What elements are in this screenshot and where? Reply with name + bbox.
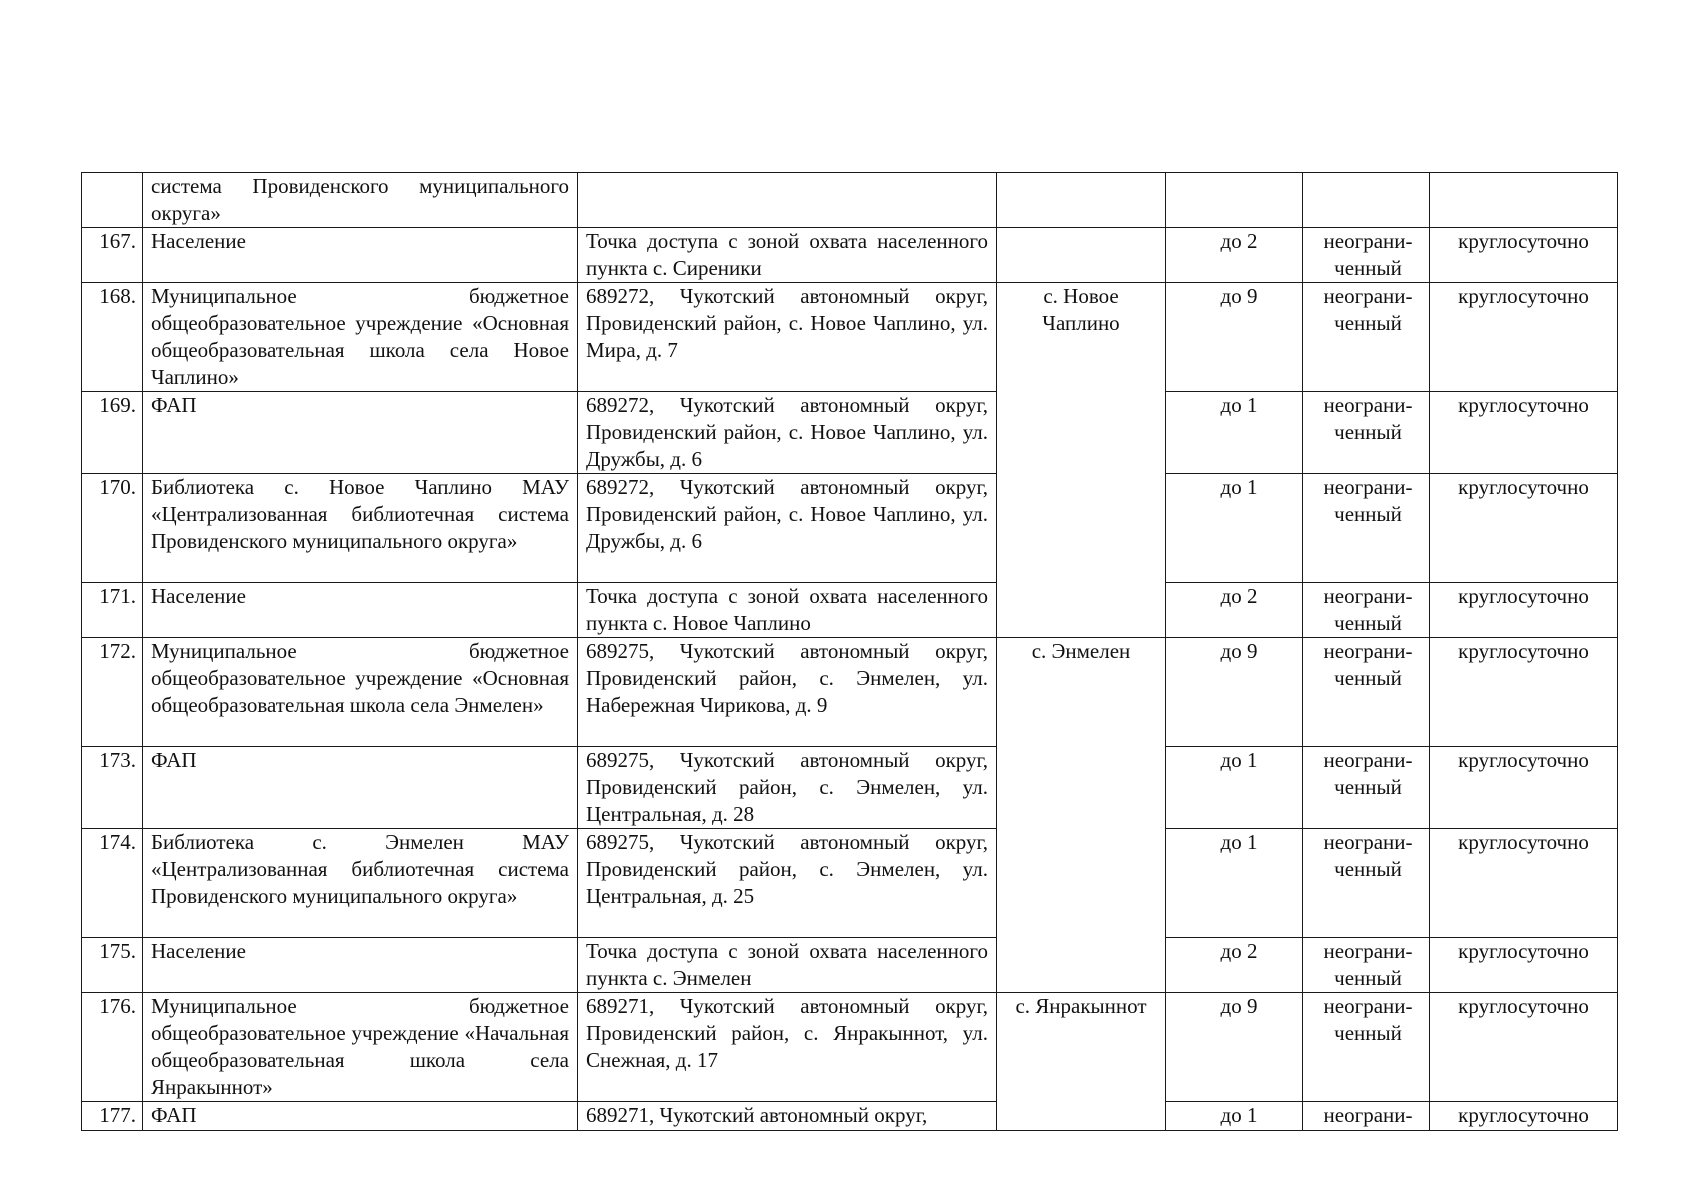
capacity-cell: до 1 [1166, 747, 1303, 829]
row-number-cell: 170. [82, 474, 143, 583]
table-row [82, 583, 1618, 638]
address-cell [578, 173, 997, 228]
hours-cell: круглосуточно [1430, 1102, 1618, 1131]
row-number-cell: 174. [82, 829, 143, 938]
address-cell: 689271, Чукотский автономный округ, [578, 1102, 997, 1131]
row-number-cell: 175. [82, 938, 143, 993]
locality-cell [997, 173, 1166, 228]
hours-cell: круглосуточно [1430, 747, 1618, 829]
access-mode-cell: неограни-ченный [1303, 829, 1430, 938]
table-row [82, 1102, 1618, 1131]
capacity-cell: до 2 [1166, 938, 1303, 993]
row-number-cell: 176. [82, 993, 143, 1102]
access-mode-cell: неограни-ченный [1303, 228, 1430, 283]
hours-cell: круглосуточно [1430, 228, 1618, 283]
address-cell: 689272, Чукотский автономный округ, Провиденский район, с. Новое Чаплино, ул. Дружбы, д. 6 [578, 392, 997, 474]
row-number-cell: 167. [82, 228, 143, 283]
hours-cell: круглосуточно [1430, 993, 1618, 1102]
institution-name-cell: Население [143, 583, 578, 638]
hours-cell: круглосуточно [1430, 392, 1618, 474]
address-cell: 689275, Чукотский автономный округ, Провиденский район, с. Энмелен, ул. Центральная, д. 25 [578, 829, 997, 938]
table-row [82, 993, 1618, 1102]
row-number-cell: 171. [82, 583, 143, 638]
hours-cell: круглосуточно [1430, 283, 1618, 392]
access-mode-cell: неограни-ченный [1303, 993, 1430, 1102]
institution-name-cell: ФАП [143, 1102, 578, 1131]
institution-name-cell: ФАП [143, 747, 578, 829]
institution-name-cell: Муниципальное бюджетное общеобразовательное учреждение «Начальная общеобразовательная школа села Янракыннот» [143, 993, 578, 1102]
institution-name-cell: Библиотека с. Энмелен МАУ «Централизованная библиотечная система Провиденского муниципального округа» [143, 829, 578, 938]
row-number-cell: 169. [82, 392, 143, 474]
row-number-cell: 172. [82, 638, 143, 747]
locality-cell: с. Энмелен [997, 638, 1166, 993]
locality-cell: с. Новое Чаплино [997, 283, 1166, 638]
access-mode-cell [1303, 173, 1430, 228]
row-number-cell: 173. [82, 747, 143, 829]
locations-table [81, 172, 1618, 1131]
capacity-cell: до 9 [1166, 638, 1303, 747]
capacity-cell: до 1 [1166, 829, 1303, 938]
table-row-continuation [82, 173, 1618, 228]
address-cell: 689275, Чукотский автономный округ, Провиденский район, с. Энмелен, ул. Набережная Чирикова, д. 9 [578, 638, 997, 747]
access-mode-cell: неограни-ченный [1303, 392, 1430, 474]
table-row [82, 938, 1618, 993]
institution-name-cell: Муниципальное бюджетное общеобразовательное учреждение «Основная общеобразовательная школа села Новое Чаплино» [143, 283, 578, 392]
hours-cell [1430, 173, 1618, 228]
capacity-cell: до 9 [1166, 993, 1303, 1102]
address-cell: 689272, Чукотский автономный округ, Провиденский район, с. Новое Чаплино, ул. Мира, д. 7 [578, 283, 997, 392]
access-mode-cell: неограни-ченный [1303, 283, 1430, 392]
address-cell: 689272, Чукотский автономный округ, Провиденский район, с. Новое Чаплино, ул. Дружбы, д. 6 [578, 474, 997, 583]
table-row [82, 228, 1618, 283]
hours-cell: круглосуточно [1430, 474, 1618, 583]
table-row [82, 747, 1618, 829]
institution-name-cell: система Провиденского муниципального округа» [143, 173, 578, 228]
institution-name-cell: Население [143, 228, 578, 283]
capacity-cell: до 2 [1166, 228, 1303, 283]
locality-cell: с. Янракыннот [997, 993, 1166, 1131]
access-mode-cell: неограни-ченный [1303, 638, 1430, 747]
capacity-cell: до 1 [1166, 1102, 1303, 1131]
hours-cell: круглосуточно [1430, 583, 1618, 638]
row-number-cell: 168. [82, 283, 143, 392]
hours-cell: круглосуточно [1430, 638, 1618, 747]
capacity-cell [1166, 173, 1303, 228]
row-number-cell: 177. [82, 1102, 143, 1131]
institution-name-cell: ФАП [143, 392, 578, 474]
address-cell: 689275, Чукотский автономный округ, Провиденский район, с. Энмелен, ул. Центральная, д. 28 [578, 747, 997, 829]
table-row [82, 392, 1618, 474]
capacity-cell: до 9 [1166, 283, 1303, 392]
capacity-cell: до 1 [1166, 474, 1303, 583]
access-mode-cell: неограни- [1303, 1102, 1430, 1131]
access-mode-cell: неограни-ченный [1303, 747, 1430, 829]
address-cell: Точка доступа с зоной охвата населенного пункта с. Энмелен [578, 938, 997, 993]
access-mode-cell: неограни-ченный [1303, 583, 1430, 638]
table-row [82, 829, 1618, 938]
address-cell: Точка доступа с зоной охвата населенного пункта с. Сиреники [578, 228, 997, 283]
hours-cell: круглосуточно [1430, 829, 1618, 938]
institution-name-cell: Население [143, 938, 578, 993]
access-mode-cell: неограни-ченный [1303, 938, 1430, 993]
access-mode-cell: неограни-ченный [1303, 474, 1430, 583]
institution-name-cell: Муниципальное бюджетное общеобразовательное учреждение «Основная общеобразовательная школа села Энмелен» [143, 638, 578, 747]
table-row [82, 283, 1618, 392]
row-number-cell [82, 173, 143, 228]
table-row [82, 474, 1618, 583]
capacity-cell: до 1 [1166, 392, 1303, 474]
table-row [82, 638, 1618, 747]
address-cell: 689271, Чукотский автономный округ, Провиденский район, с. Янракыннот, ул. Снежная, д. 17 [578, 993, 997, 1102]
institution-name-cell: Библиотека с. Новое Чаплино МАУ «Централизованная библиотечная система Провиденского муниципального округа» [143, 474, 578, 583]
capacity-cell: до 2 [1166, 583, 1303, 638]
address-cell: Точка доступа с зоной охвата населенного пункта с. Новое Чаплино [578, 583, 997, 638]
locality-cell [997, 228, 1166, 283]
hours-cell: круглосуточно [1430, 938, 1618, 993]
